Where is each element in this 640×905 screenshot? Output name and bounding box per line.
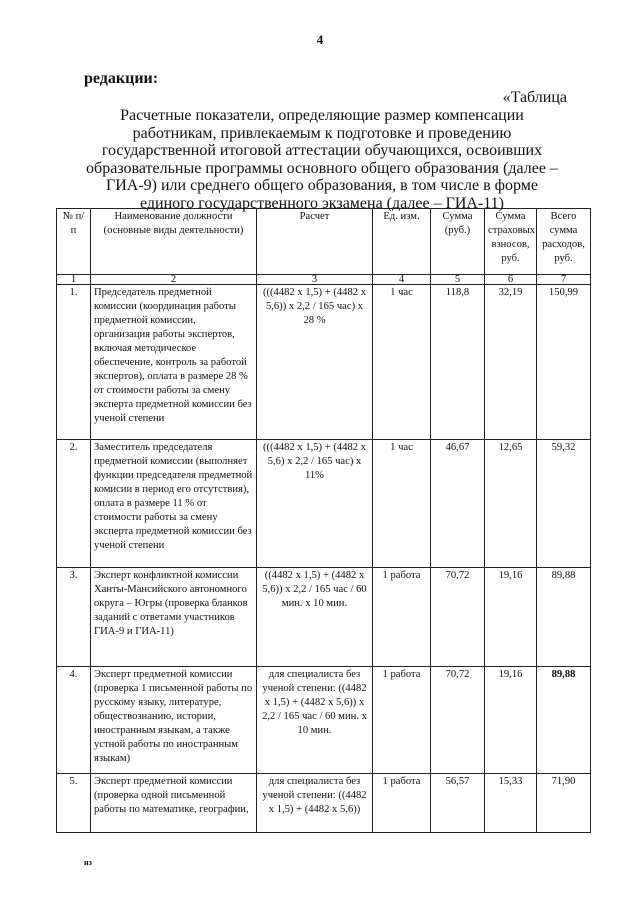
column-index: 7 [537,275,591,285]
page-number: 4 [316,32,324,47]
row-number: 1. [57,285,91,440]
position-cell: Эксперт предметной комиссии (проверка одной письменной работы по математике, географии, [91,774,257,833]
header-insurance: Сумма страховых взносов, руб. [485,209,537,275]
calculation-cell: для специалиста без ученой степени: ((4482 х 1,5) + (4482 х 5,6)) [257,774,373,833]
table-row [57,667,591,774]
table-row [57,774,591,833]
total-cell: 71,90 [537,774,591,833]
table-row [57,440,591,568]
insurance-cell: 32,19 [485,285,537,440]
row-number: 5. [57,774,91,833]
compensation-table [56,208,591,833]
header-row [57,209,591,275]
position-cell: Эксперт предметной комиссии (проверка 1 письменной работы по русскому языку, литературе, обществознанию, истории, иностранным языкам, а также устной работы по иностранным языкам) [91,667,257,774]
table-row [57,568,591,667]
position-cell: Заместитель председателя предметной комиссии (выполняет функции председателя предметной комисии в период его отсутствия), оплата в размере 11 % от стоимости работы за смену эксперта предметной комиссии без ученой степени [91,440,257,568]
header-number: № п/п [57,209,91,275]
table-label: «Таблица [502,89,567,106]
unit-cell: 1 работа [373,774,431,833]
unit-cell: 1 час [373,285,431,440]
calculation-cell: ((4482 х 1,5) + (4482 х 5,6)) х 2,2 / 165 час / 60 мин. х 10 мин. [257,568,373,667]
sum-cell: 56,57 [431,774,485,833]
position-cell: Председатель предметной комиссии (координация работы предметной комиссии, организация работы экспертов, включая методическое обеспечение, контроль за работой экспертов), оплата в размере 28 % от стоимости работы за смену эксперта предметной комиссии без ученой степени [91,285,257,440]
unit-cell: 1 работа [373,667,431,774]
total-cell: 89,88 [537,667,591,774]
header-total: Всего сумма расходов, руб. [537,209,591,275]
unit-cell: 1 час [373,440,431,568]
row-number: 4. [57,667,91,774]
total-cell: 150,99 [537,285,591,440]
edition-text: редакции: [84,70,159,87]
insurance-cell: 15,33 [485,774,537,833]
sum-cell: 118,8 [431,285,485,440]
sum-cell: 46,67 [431,440,485,568]
header-calculation: Расчет [257,209,373,275]
unit-cell: 1 работа [373,568,431,667]
insurance-cell: 19,16 [485,568,537,667]
insurance-cell: 19,16 [485,667,537,774]
sum-cell: 70,72 [431,667,485,774]
total-cell: 59,32 [537,440,591,568]
column-index: 1 [57,275,91,285]
column-index-row [57,275,591,285]
column-index: 3 [257,275,373,285]
calculation-cell: (((4482 х 1,5) + (4482 х 5,6) х 2,2 / 165 час) х 11% [257,440,373,568]
column-index: 2 [91,275,257,285]
position-cell: Эксперт конфликтной комиссии Ханты-Мансийского автономного округа – Югры (проверка бланков заданий с ответами участников ГИА-9 и ГИА-11) [91,568,257,667]
insurance-cell: 12,65 [485,440,537,568]
header-position: Наименование должности (основные виды деятельности) [91,209,257,275]
calculation-cell: для специалиста без ученой степени: ((4482 х 1,5) + (4482 х 5,6)) х 2,2 / 165 час / 60 мин. х 10 мин. [257,667,373,774]
sum-cell: 70,72 [431,568,485,667]
header-sum: Сумма (руб.) [431,209,485,275]
table-heading: Расчетные показатели, определяющие размер компенсации работникам, привлекаемым к подготовке и проведению государственной итоговой аттестации обучающихся, освоивших образовательные программы основного общего образования (далее – ГИА-9) или среднего общего образования, в том числе в форме единого государственного экзамена (далее – ГИА-11) [86,107,558,212]
footer-mark: нз [84,858,92,867]
header-unit: Ед. изм. [373,209,431,275]
column-index: 6 [485,275,537,285]
calculation-cell: (((4482 х 1,5) + (4482 х 5,6)) х 2,2 / 165 час) х 28 % [257,285,373,440]
total-cell: 89,88 [537,568,591,667]
row-number: 2. [57,440,91,568]
row-number: 3. [57,568,91,667]
column-index: 4 [373,275,431,285]
table-row [57,285,591,440]
column-index: 5 [431,275,485,285]
